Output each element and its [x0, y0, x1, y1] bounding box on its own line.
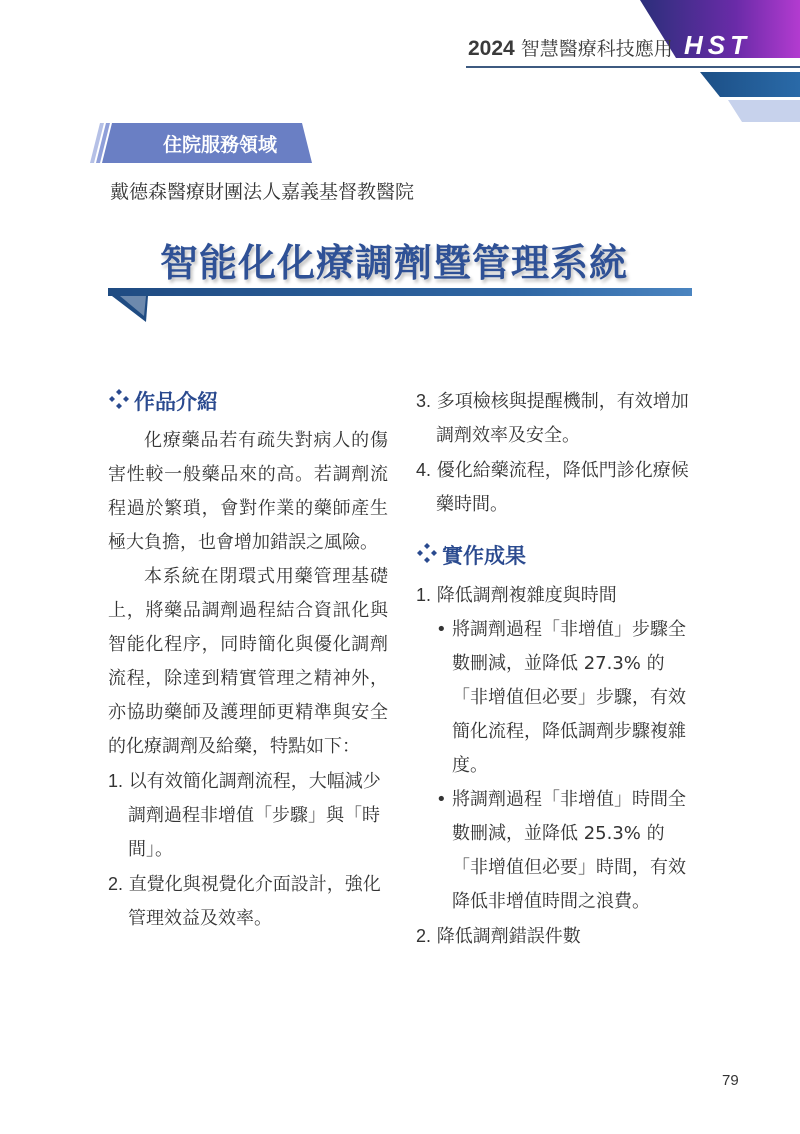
- header-title-text: 智慧醫療科技應用: [520, 38, 673, 60]
- title-banner: [0, 284, 800, 324]
- bullet-text: 將調劑過程「非增值」時間全數刪減，並降低 25.3% 的「非增值但必要」時間，有效降低非增值時間之浪費。: [452, 789, 686, 912]
- bullet-dot-icon: •: [436, 619, 447, 640]
- result-text: 降低調劑錯誤件數: [436, 926, 581, 947]
- feature-number: 4.: [416, 460, 432, 480]
- header-decoration: [0, 0, 800, 125]
- feature-number: 2.: [108, 874, 124, 894]
- feature-item-4: [416, 453, 696, 522]
- result-number: 2.: [416, 926, 432, 946]
- hospital-name: 戴德森醫療財團法人嘉義基督教醫院: [110, 181, 415, 203]
- result-item-2: [416, 919, 696, 954]
- right-column: [416, 384, 696, 954]
- feature-text: 優化給藥流程，降低門診化療候藥時間。: [436, 460, 689, 515]
- header-title: [468, 34, 673, 61]
- feature-number: 3.: [416, 391, 432, 411]
- section-heading-results-text: 實作成果: [442, 544, 526, 568]
- feature-text: 多項檢核與提醒機制，有效增加調劑效率及安全。: [436, 391, 689, 446]
- page-title: 智能化化療調劑暨管理系統: [160, 241, 629, 285]
- hst-logo: HST: [684, 30, 751, 60]
- category-tag-label: 住院服務領域: [162, 133, 277, 156]
- feature-item-1: [108, 764, 388, 867]
- intro-paragraph-2: 本系統在閉環式用藥管理基礎上，將藥品調劑過程結合資訊化與智能化程序，同時簡化與優化調劑流程，除達到精實管理之精神外，亦協助藥師及護理師更精準與安全的化療調劑及給藥，特點如下：: [108, 566, 388, 757]
- result-bullet-2: [416, 783, 696, 919]
- feature-text: 以有效簡化調劑流程，大幅減少調劑過程非增值「步驟」與「時間」。: [128, 771, 381, 860]
- feature-number: 1.: [108, 771, 124, 791]
- category-tag: [108, 123, 302, 163]
- bullet-dot-icon: •: [436, 789, 447, 810]
- section-heading-results: [416, 538, 696, 574]
- result-number: 1.: [416, 585, 432, 605]
- diamond-cluster-icon: [108, 385, 134, 421]
- header-rule: [466, 66, 800, 68]
- section-heading-intro: [108, 384, 388, 420]
- feature-text: 直覺化與視覺化介面設計，強化管理效益及效率。: [128, 874, 381, 929]
- bullet-text: 將調劑過程「非增值」步驟全數刪減，並降低 27.3% 的「非增值但必要」步驟，有效簡化流程，降低調劑步驟複雜度。: [452, 619, 686, 776]
- diamond-cluster-icon: [416, 539, 442, 575]
- result-item-1: [416, 578, 696, 613]
- left-column: [108, 384, 388, 936]
- result-bullet-1: [416, 613, 696, 783]
- intro-paragraph-1: 化療藥品若有疏失對病人的傷害性較一般藥品來的高。若調劑流程過於繁瑣，會對作業的藥師產生極大負擔，也會增加錯誤之風險。: [108, 430, 388, 553]
- feature-item-2: [108, 867, 388, 936]
- result-text: 降低調劑複雜度與時間: [436, 585, 617, 606]
- header-year: 2024: [468, 37, 515, 60]
- page-number: 79: [722, 1072, 739, 1089]
- feature-item-3: [416, 384, 696, 453]
- section-heading-intro-text: 作品介紹: [134, 390, 218, 414]
